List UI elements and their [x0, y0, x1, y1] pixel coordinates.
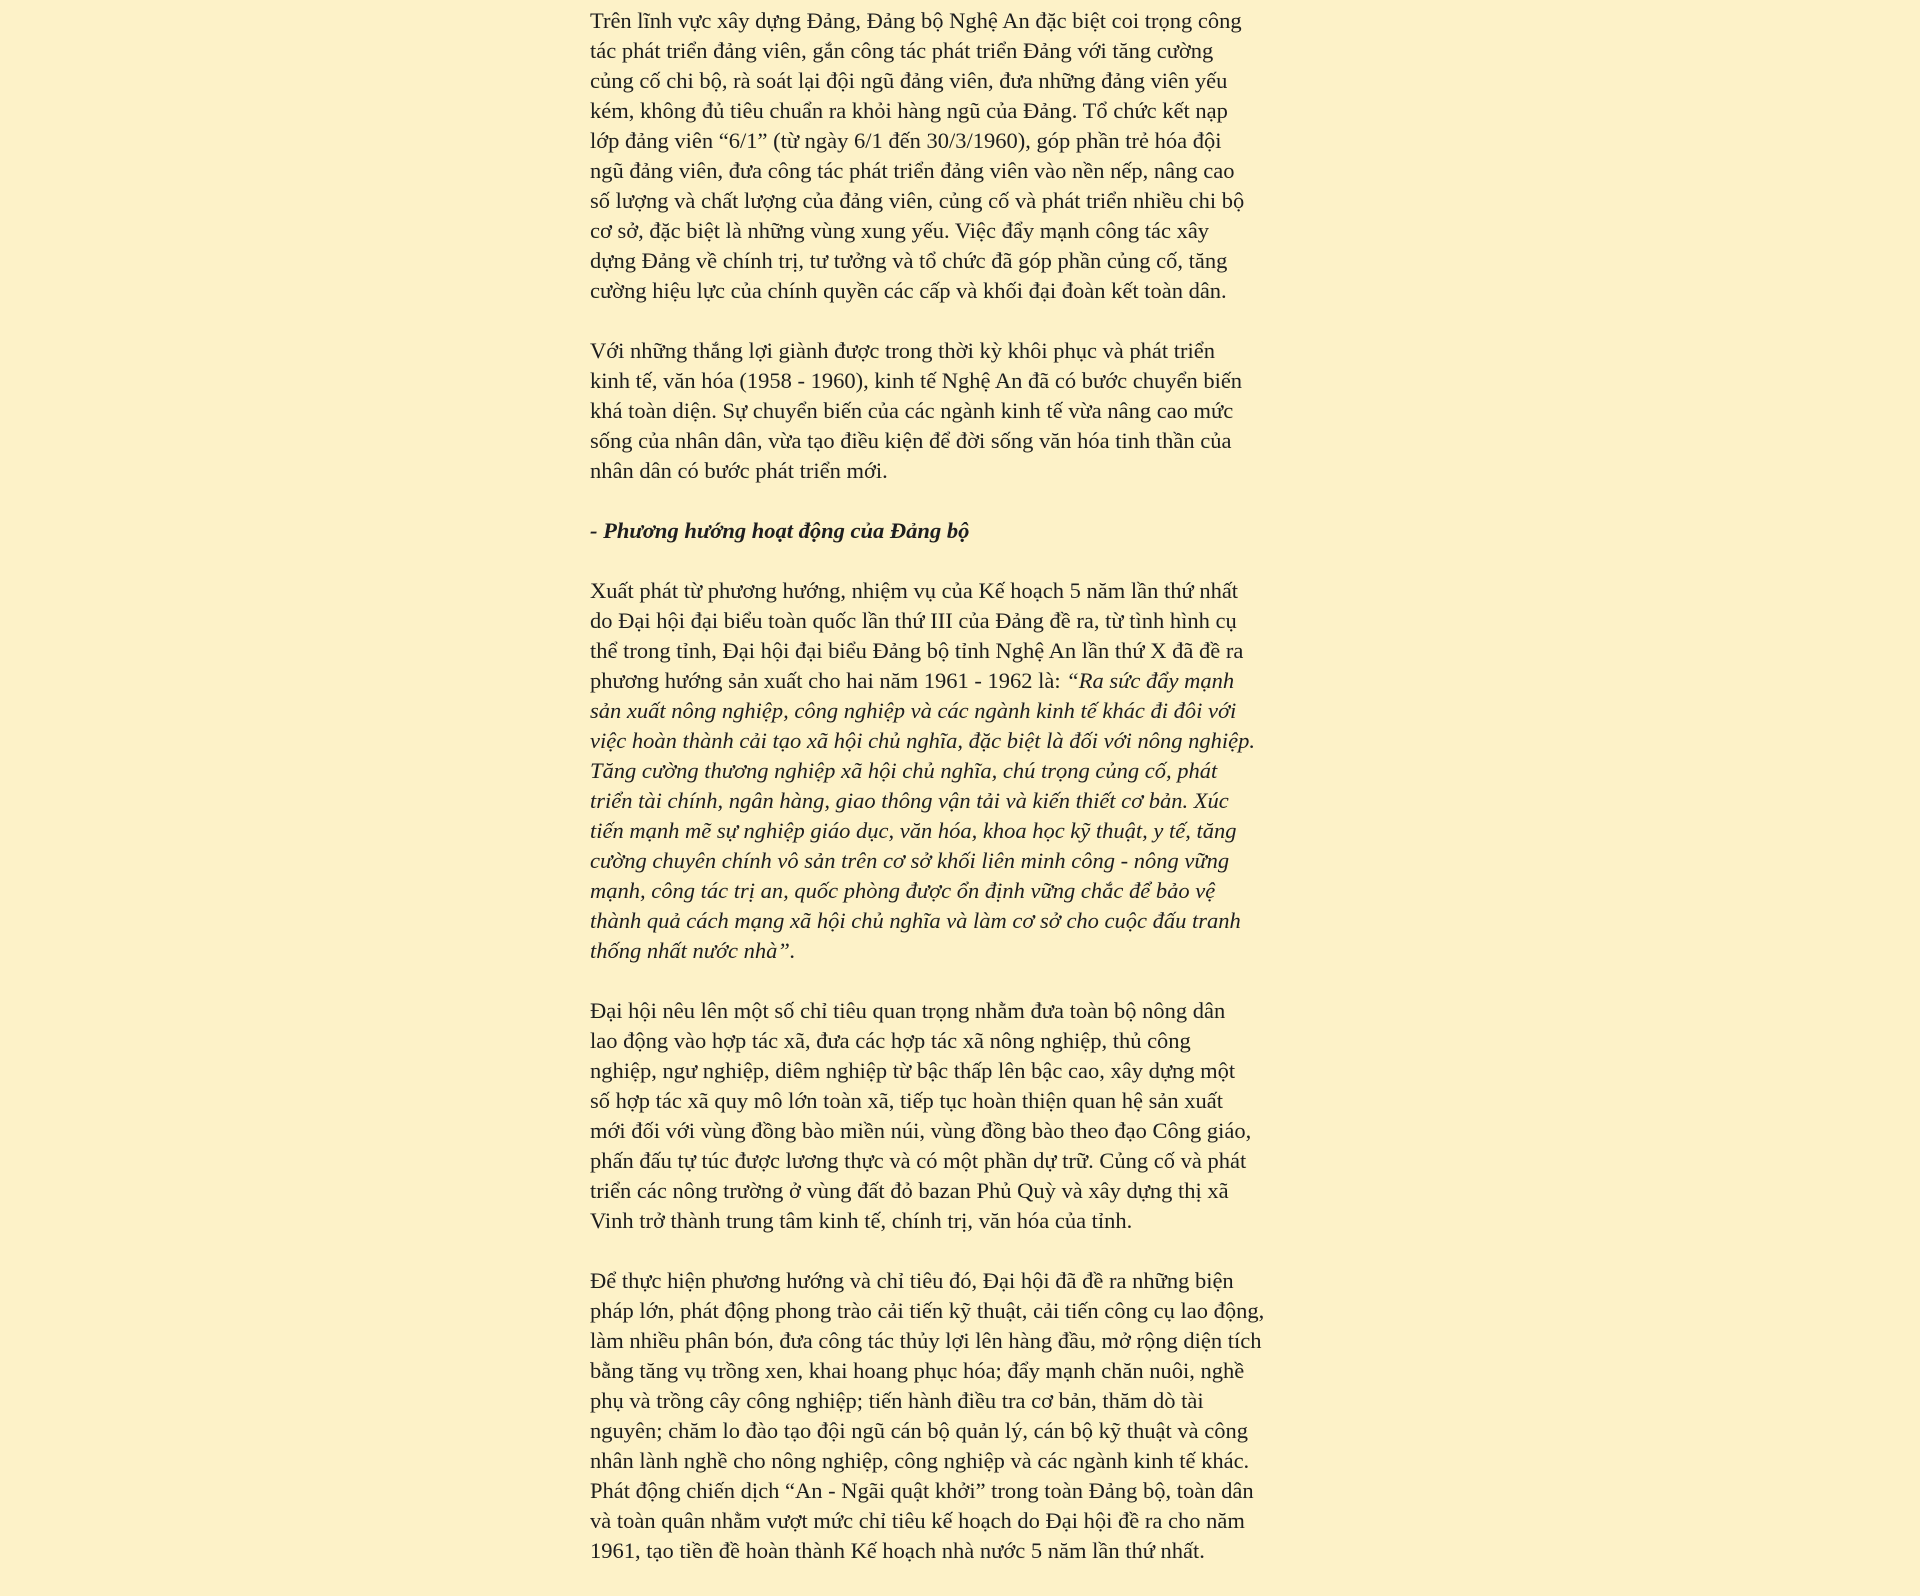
- quote-line: cường chuyên chính vô sản trên cơ sở khối liên minh công - nông vững: [590, 848, 1230, 873]
- text-line: do Đại hội đại biểu toàn quốc lần thứ III của Đảng đề ra, từ tình hình cụ: [590, 608, 1237, 633]
- text-line: Để thực hiện phương hướng và chỉ tiêu đó, Đại hội đã đề ra những biện: [590, 1268, 1234, 1293]
- text-line: cơ sở, đặc biệt là những vùng xung yếu. Việc đẩy mạnh công tác xây: [590, 218, 1210, 243]
- quote-line: thành quả cách mạng xã hội chủ nghĩa và làm cơ sở cho cuộc đấu tranh: [590, 908, 1241, 933]
- text-line: nghiệp, ngư nghiệp, diêm nghiệp từ bậc thấp lên bậc cao, xây dựng một: [590, 1058, 1236, 1083]
- text-line: cường hiệu lực của chính quyền các cấp và khối đại đoàn kết toàn dân.: [590, 278, 1227, 303]
- text-line: phấn đấu tự túc được lương thực và có một phần dự trữ. Củng cố và phát: [590, 1148, 1247, 1173]
- text-line: và toàn quân nhằm vượt mức chỉ tiêu kế hoạch do Đại hội đề ra cho năm: [590, 1508, 1245, 1533]
- text-line: pháp lớn, phát động phong trào cải tiến kỹ thuật, cải tiến công cụ lao động,: [590, 1298, 1265, 1323]
- text-line: mới đối với vùng đồng bào miền núi, vùng đồng bào theo đạo Công giáo,: [590, 1118, 1252, 1143]
- text-line: số hợp tác xã quy mô lớn toàn xã, tiếp tục hoàn thiện quan hệ sản xuất: [590, 1088, 1224, 1113]
- text-line: kém, không đủ tiêu chuẩn ra khỏi hàng ngũ của Đảng. Tổ chức kết nạp: [590, 98, 1228, 123]
- text-line: nhân dân có bước phát triển mới.: [590, 458, 888, 483]
- paragraph-party-building: [590, 6, 1330, 306]
- text-line: sống của nhân dân, vừa tạo điều kiện để đời sống văn hóa tinh thần của: [590, 428, 1232, 453]
- text-line: làm nhiều phân bón, đưa công tác thủy lợi lên hàng đầu, mở rộng diện tích: [590, 1328, 1262, 1353]
- text-line: dựng Đảng về chính trị, tư tưởng và tổ chức đã góp phần củng cố, tăng: [590, 248, 1228, 273]
- text-line: tác phát triển đảng viên, gắn công tác phát triển Đảng với tăng cường: [590, 38, 1214, 63]
- text-line: lao động vào hợp tác xã, đưa các hợp tác xã nông nghiệp, thủ công: [590, 1028, 1191, 1053]
- quote-line: sản xuất nông nghiệp, công nghiệp và các ngành kinh tế khác đi đôi với: [590, 698, 1237, 723]
- text-line: số lượng và chất lượng của đảng viên, củng cố và phát triển nhiều chi bộ: [590, 188, 1245, 213]
- paragraph-targets: [590, 996, 1330, 1236]
- text-line: kinh tế, văn hóa (1958 - 1960), kinh tế Nghệ An đã có bước chuyển biến: [590, 368, 1243, 393]
- text-line: củng cố chi bộ, rà soát lại đội ngũ đảng viên, đưa những đảng viên yếu: [590, 68, 1228, 93]
- text-line: nhân lành nghề cho nông nghiệp, công nghiệp và các ngành kinh tế khác.: [590, 1448, 1250, 1473]
- text-line: Vinh trở thành trung tâm kinh tế, chính trị, văn hóa của tỉnh.: [590, 1208, 1133, 1233]
- quote-line: tiến mạnh mẽ sự nghiệp giáo dục, văn hóa, khoa học kỹ thuật, y tế, tăng: [590, 818, 1237, 843]
- text-line: bằng tăng vụ trồng xen, khai hoang phục hóa; đẩy mạnh chăn nuôi, nghề: [590, 1358, 1245, 1383]
- text-line: lớp đảng viên “6/1” (từ ngày 6/1 đến 30/3/1960), góp phần trẻ hóa đội: [590, 128, 1222, 153]
- quote-line: Tăng cường thương nghiệp xã hội chủ nghĩa, chú trọng củng cố, phát: [590, 758, 1218, 783]
- text-line: ngũ đảng viên, đưa công tác phát triển đảng viên vào nền nếp, nâng cao: [590, 158, 1235, 183]
- text-lead: phương hướng sản xuất cho hai năm 1961 - 1962 là:: [590, 668, 1067, 693]
- text-line: triển các nông trường ở vùng đất đỏ bazan Phủ Quỳ và xây dựng thị xã: [590, 1178, 1229, 1203]
- quote-line: triển tài chính, ngân hàng, giao thông vận tải và kiến thiết cơ bản. Xúc: [590, 788, 1229, 813]
- paragraph-economic-results: [590, 336, 1330, 486]
- section-subheading: - Phương hướng hoạt động của Đảng bộ: [590, 518, 970, 543]
- text-line: Xuất phát từ phương hướng, nhiệm vụ của Kế hoạch 5 năm lần thứ nhất: [590, 578, 1239, 603]
- text-line: phụ và trồng cây công nghiệp; tiến hành điều tra cơ bản, thăm dò tài: [590, 1388, 1204, 1413]
- paragraph-measures: [590, 1266, 1330, 1566]
- text-line: Phát động chiến dịch “An - Ngãi quật khởi” trong toàn Đảng bộ, toàn dân: [590, 1478, 1254, 1503]
- quote-start: “Ra sức đẩy mạnh: [1066, 668, 1235, 693]
- text-line: 1961, tạo tiền đề hoàn thành Kế hoạch nhà nước 5 năm lần thứ nhất.: [590, 1538, 1205, 1563]
- text-line: Với những thắng lợi giành được trong thời kỳ khôi phục và phát triển: [590, 338, 1216, 363]
- text-line-mixed: [590, 666, 1330, 696]
- article-body: [590, 6, 1330, 1596]
- text-line: Đại hội nêu lên một số chỉ tiêu quan trọng nhằm đưa toàn bộ nông dân: [590, 998, 1226, 1023]
- text-line: khá toàn diện. Sự chuyển biến của các ngành kinh tế vừa nâng cao mức: [590, 398, 1234, 423]
- paragraph-direction: [590, 576, 1330, 966]
- quote-line: việc hoàn thành cải tạo xã hội chủ nghĩa, đặc biệt là đối với nông nghiệp.: [590, 728, 1256, 753]
- quote-line: thống nhất nước nhà”.: [590, 938, 796, 963]
- text-line: Trên lĩnh vực xây dựng Đảng, Đảng bộ Nghệ An đặc biệt coi trọng công: [590, 8, 1242, 33]
- text-line: thể trong tỉnh, Đại hội đại biểu Đảng bộ tỉnh Nghệ An lần thứ X đã đề ra: [590, 638, 1244, 663]
- quote-line: mạnh, công tác trị an, quốc phòng được ổn định vững chắc để bảo vệ: [590, 878, 1216, 903]
- text-line: nguyên; chăm lo đào tạo đội ngũ cán bộ quản lý, cán bộ kỹ thuật và công: [590, 1418, 1248, 1443]
